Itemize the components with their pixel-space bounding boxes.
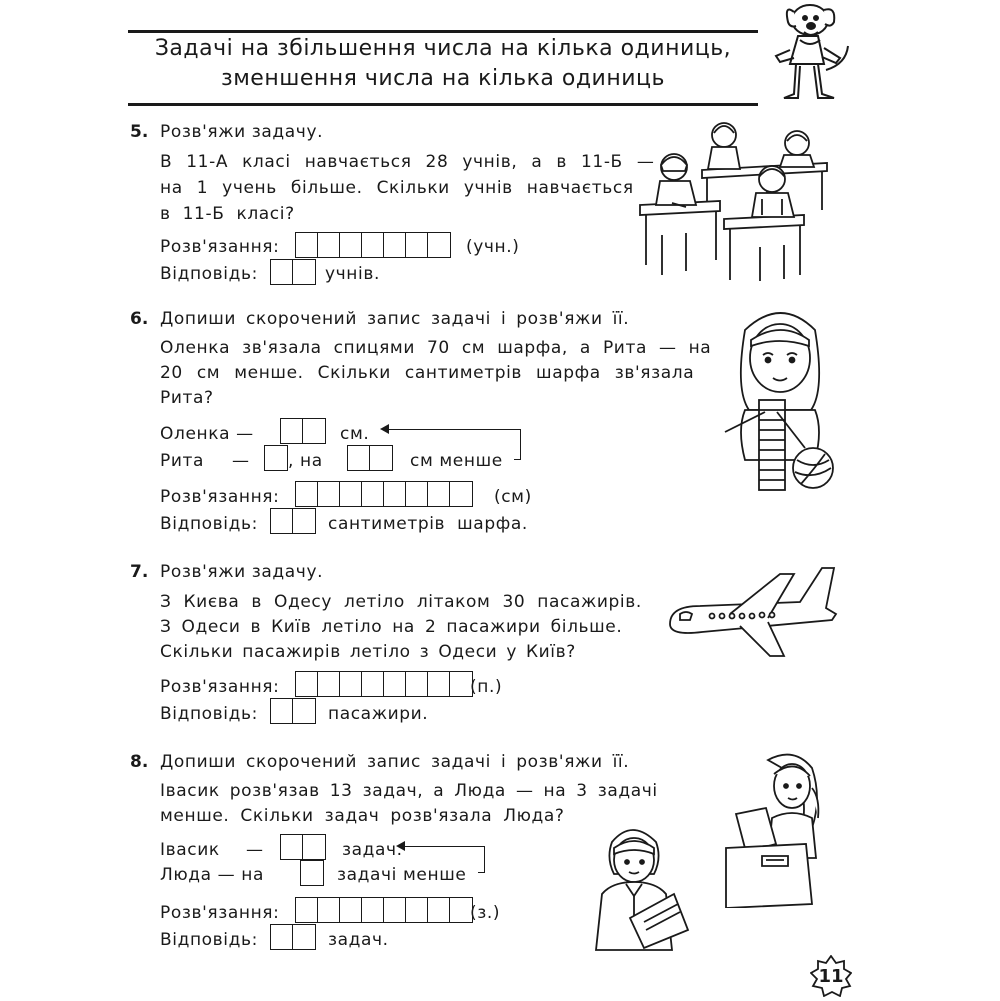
task-8-number: 8. <box>130 752 149 772</box>
task-7-text-line-3: Скільки пасажирів летіло з Одеси у Київ? <box>160 642 576 662</box>
airplane-illustration <box>660 562 840 662</box>
task-6-record-row1-name: Оленка — <box>160 424 254 444</box>
task-6-text-line-1: Оленка зв'язала спицями 70 см шарфа, а Рита — на <box>160 338 712 358</box>
task-6-record-row2-dash: — <box>232 451 250 471</box>
task-5-text-line-2: на 1 учень більше. Скільки учнів навчається <box>160 178 634 198</box>
task-7-answer-label: Відповідь: <box>160 704 258 724</box>
knitting-girl-illustration <box>715 300 845 495</box>
dog-mascot-illustration <box>770 0 860 110</box>
task-6-record-row2-comma: , на <box>288 451 323 471</box>
task-6-record-row2-boxes[interactable] <box>347 445 393 471</box>
task-7-text-line-1: З Києва в Одесу летіло літаком 30 пасажирів. <box>160 592 642 612</box>
task-6-answer-boxes[interactable] <box>270 508 316 534</box>
task-5-solution-boxes[interactable] <box>295 232 451 258</box>
task-6-text-line-2: 20 см менше. Скільки сантиметрів шарфа зв'язала <box>160 363 695 383</box>
task-8-solution-boxes[interactable] <box>295 897 473 923</box>
task-6-connector-line-vertical <box>520 429 521 459</box>
task-6-record-row2-box[interactable] <box>264 445 288 471</box>
task-8-record-row1-name: Івасик <box>160 840 220 860</box>
page-number-badge <box>810 955 852 997</box>
task-5-answer-label: Відповідь: <box>160 264 258 284</box>
task-5-solution-label: Розв'язання: <box>160 237 280 257</box>
task-8-text-line-1: Івасик розв'язав 13 задач, а Люда — на 3 задачі <box>160 781 658 801</box>
task-8-record-row2-name: Люда — на <box>160 865 265 885</box>
task-6-connector-line-bottom <box>514 459 521 460</box>
boy-reading-illustration <box>582 822 692 952</box>
task-6-record-row2-tail: см менше <box>410 451 503 471</box>
task-5-answer-boxes[interactable] <box>270 259 316 285</box>
task-8-arrow-head <box>396 841 405 851</box>
task-7-solution-label: Розв'язання: <box>160 677 280 697</box>
task-5-answer-unit: учнів. <box>325 264 380 284</box>
task-7-answer-unit: пасажири. <box>328 704 429 724</box>
task-8-record-row2-tail: задачі менше <box>337 865 467 885</box>
task-6-solution-boxes[interactable] <box>295 481 473 507</box>
header-title-line-1: Задачі на збільшення числа на кілька одиниць, <box>154 36 732 61</box>
task-8-answer-label: Відповідь: <box>160 930 258 950</box>
task-8-record-row2-box[interactable] <box>300 860 324 886</box>
task-8-instruction: Допиши скорочений запис задачі і розв'яжи її. <box>160 752 630 772</box>
task-7-number: 7. <box>130 562 149 582</box>
task-6-solution-label: Розв'язання: <box>160 487 280 507</box>
task-8-connector-line-vertical <box>484 846 485 872</box>
page-number: 11 <box>818 965 844 987</box>
task-8-answer-unit: задач. <box>328 930 389 950</box>
header-title-line-2: зменшення числа на кілька одиниць <box>221 66 665 91</box>
task-7-text-line-2: З Одеси в Київ летіло на 2 пасажири більше. <box>160 617 623 637</box>
task-5-instruction: Розв'яжи задачу. <box>160 122 324 142</box>
task-5-text-line-3: в 11-Б класі? <box>160 204 295 224</box>
task-5-text-line-1: В 11-А класі навчається 28 учнів, а в 11-Б — <box>160 152 655 172</box>
task-6-text-line-3: Рита? <box>160 388 214 408</box>
task-6-solution-unit: (см) <box>494 487 532 507</box>
task-7-solution-boxes[interactable] <box>295 671 473 697</box>
task-8-connector-line-top <box>402 846 484 847</box>
task-8-answer-boxes[interactable] <box>270 924 316 950</box>
task-5-solution-unit: (учн.) <box>466 237 520 257</box>
task-8-connector-line-bottom <box>478 872 485 873</box>
task-8-text-line-2: менше. Скільки задач розв'язала Люда? <box>160 806 565 826</box>
task-8-record-row1-boxes[interactable] <box>280 834 326 860</box>
task-6-number: 6. <box>130 309 149 329</box>
task-8-record-row1-dash: — <box>246 840 264 860</box>
task-8-solution-unit: (з.) <box>470 903 501 923</box>
task-6-answer-unit: сантиметрів шарфа. <box>328 514 528 534</box>
task-6-arrow-head <box>380 424 389 434</box>
task-6-connector-line-top <box>386 429 520 430</box>
task-6-record-row2-name: Рита <box>160 451 205 471</box>
task-6-instruction: Допиши скорочений запис задачі і розв'яжи її. <box>160 309 630 329</box>
classroom-pupils-illustration <box>632 115 837 285</box>
task-6-record-row1-unit: см. <box>340 424 370 444</box>
task-7-answer-boxes[interactable] <box>270 698 316 724</box>
task-7-instruction: Розв'яжи задачу. <box>160 562 324 582</box>
task-7-solution-unit: (п.) <box>470 677 503 697</box>
task-5-number: 5. <box>130 122 149 142</box>
task-6-record-row1-boxes[interactable] <box>280 418 326 444</box>
task-6-answer-label: Відповідь: <box>160 514 258 534</box>
task-8-record-row1-unit: задач. <box>342 840 403 860</box>
task-8-solution-label: Розв'язання: <box>160 903 280 923</box>
girl-with-book-illustration <box>722 748 832 908</box>
